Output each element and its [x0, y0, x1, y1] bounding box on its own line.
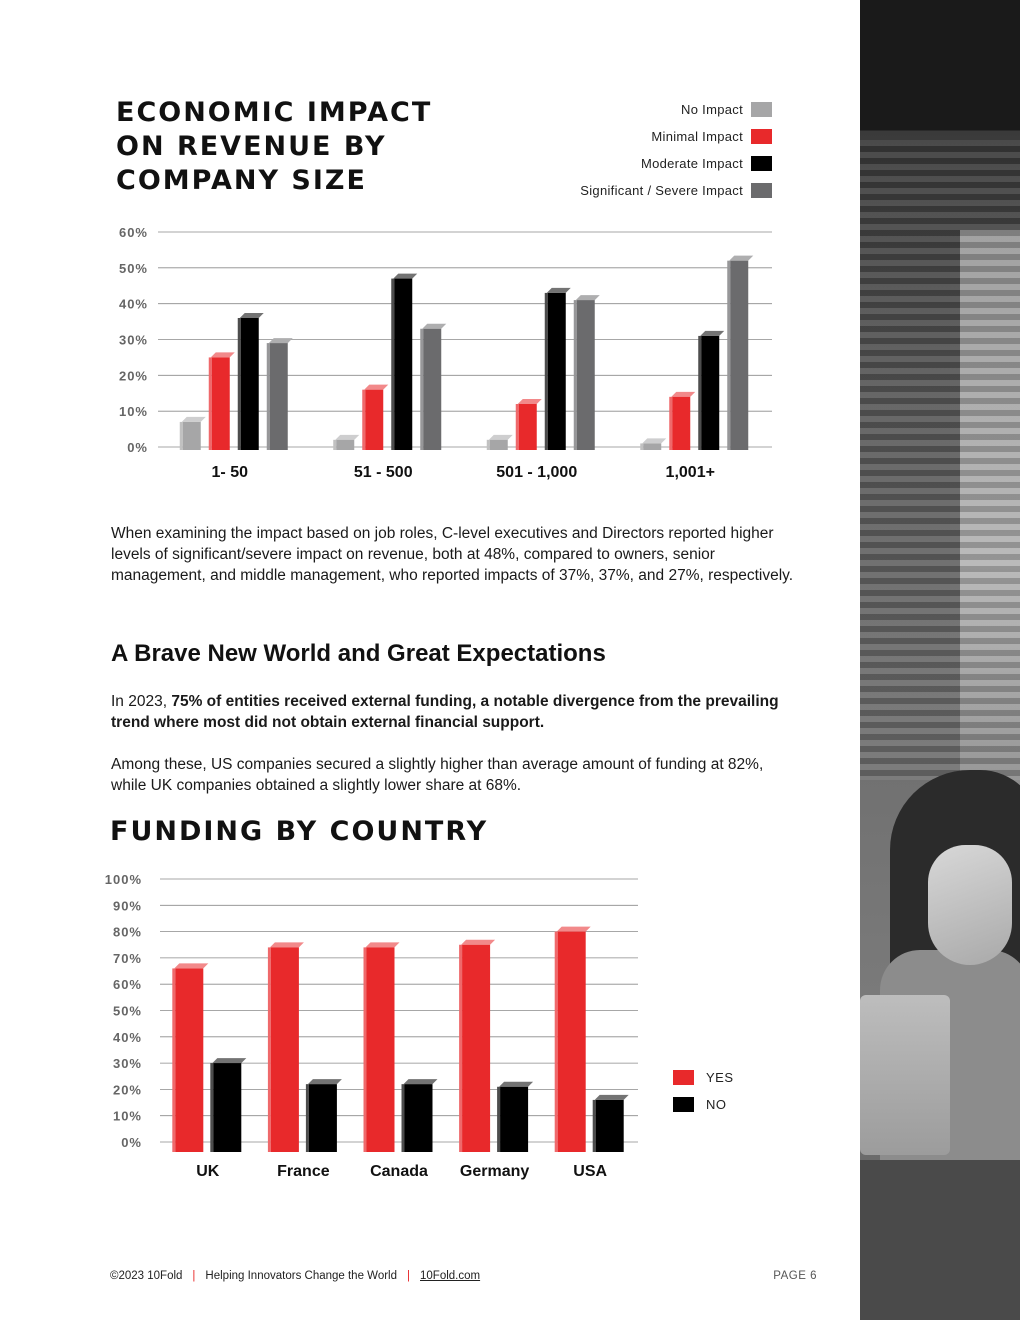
- y-tick-label: 40%: [112, 1029, 142, 1045]
- x-category-label: 51 - 500: [353, 464, 413, 481]
- bar-top-face: [211, 352, 235, 357]
- bar-side-face: [402, 1084, 405, 1152]
- bar: [212, 357, 230, 450]
- bar: [462, 945, 490, 1152]
- y-tick-label: 50%: [118, 260, 148, 276]
- bar-top-face: [269, 338, 293, 343]
- bar-top-face: [422, 324, 446, 329]
- bar-top-face: [364, 385, 388, 390]
- y-tick-label: 50%: [112, 1003, 142, 1019]
- bar-side-face: [459, 945, 462, 1152]
- bar: [367, 947, 395, 1152]
- page-number: PAGE 6: [773, 1270, 817, 1282]
- bar-top-face: [729, 256, 753, 261]
- legend-label: YES: [706, 1070, 734, 1085]
- bar-top-face: [240, 313, 264, 318]
- legend-label: Moderate Impact: [640, 156, 743, 171]
- bar-side-face: [640, 443, 643, 450]
- funding-paragraph-prefix: In 2023,: [111, 693, 172, 710]
- bar-top-face: [461, 940, 495, 945]
- bar: [213, 1063, 241, 1152]
- bar-side-face: [362, 390, 365, 450]
- bar: [365, 390, 383, 450]
- legend-swatch: [751, 102, 772, 117]
- x-category-label: USA: [573, 1163, 608, 1180]
- bar: [519, 404, 537, 450]
- bar: [241, 318, 259, 450]
- bar-side-face: [391, 279, 394, 450]
- legend-swatch: [751, 156, 772, 171]
- bar: [270, 343, 288, 450]
- funding-paragraph-highlight: 75% of entities received external funding, a notable divergence from the prevailing trend where most did not obtain external financial support.: [111, 693, 779, 731]
- bar-side-face: [698, 336, 701, 450]
- x-category-label: Germany: [459, 1163, 530, 1180]
- footer-separator: |: [192, 1270, 196, 1282]
- bar: [548, 293, 566, 450]
- page-footer: [110, 1270, 817, 1282]
- country-funding-paragraph: Among these, US companies secured a slightly higher than average amount of funding at 82%, while UK companies obtained a slightly lower share at 68%.: [111, 756, 764, 794]
- bar-top-face: [557, 927, 591, 932]
- bar-side-face: [516, 404, 519, 450]
- bar-side-face: [497, 1087, 500, 1152]
- bar-top-face: [212, 1058, 246, 1063]
- bar: [730, 261, 748, 450]
- bar: [336, 440, 354, 450]
- bar-side-face: [172, 968, 175, 1152]
- bar-side-face: [268, 947, 271, 1152]
- y-tick-label: 20%: [112, 1082, 142, 1098]
- bar-top-face: [499, 1082, 533, 1087]
- legend-label: No Impact: [681, 102, 743, 117]
- x-category-label: UK: [196, 1163, 220, 1180]
- bar-top-face: [393, 274, 417, 279]
- legend-item-moderate: [580, 150, 772, 177]
- bar: [558, 932, 586, 1152]
- footer-copyright: ©2023 10Fold: [110, 1270, 183, 1282]
- y-tick-label: 0%: [121, 1135, 142, 1150]
- funding-legend: [673, 1064, 734, 1118]
- bar-side-face: [487, 440, 490, 450]
- bar-side-face: [545, 293, 548, 450]
- y-tick-label: 100%: [104, 872, 142, 887]
- legend-label: Minimal Impact: [651, 129, 743, 144]
- y-tick-label: 60%: [118, 225, 148, 240]
- bar-side-face: [574, 300, 577, 450]
- bar-side-face: [555, 932, 558, 1152]
- bar: [701, 336, 719, 450]
- y-tick-label: 80%: [112, 924, 142, 940]
- y-tick-label: 30%: [112, 1056, 142, 1072]
- section-heading: A Brave New World and Great Expectations: [111, 640, 606, 667]
- bar-top-face: [671, 392, 695, 397]
- bar-side-face: [593, 1100, 596, 1152]
- bar: [175, 968, 203, 1152]
- bar-side-face: [210, 1063, 213, 1152]
- bar-top-face: [489, 435, 513, 440]
- y-tick-label: 20%: [118, 368, 148, 384]
- impact-bar-chart: [0, 215, 800, 485]
- bar: [423, 329, 441, 450]
- bar-top-face: [270, 942, 304, 947]
- legend-label: NO: [706, 1097, 727, 1112]
- legend-swatch: [751, 129, 772, 144]
- legend-swatch: [673, 1097, 694, 1112]
- y-tick-label: 30%: [118, 332, 148, 348]
- photo-desk: [860, 1160, 1020, 1320]
- bar-top-face: [182, 417, 206, 422]
- legend-label: Significant / Severe Impact: [580, 183, 743, 198]
- funding-paragraph: [111, 691, 801, 733]
- x-category-label: 1- 50: [211, 464, 248, 481]
- x-category-label: 501 - 1,000: [496, 464, 578, 481]
- legend-item-severe: [580, 177, 772, 204]
- bar: [394, 279, 412, 450]
- y-tick-label: 60%: [112, 977, 142, 993]
- x-category-label: 1,001+: [665, 464, 715, 481]
- y-tick-label: 0%: [127, 440, 148, 455]
- bar-side-face: [180, 422, 183, 450]
- bar: [596, 1100, 624, 1152]
- impact-legend: [580, 96, 772, 204]
- y-tick-label: 90%: [112, 898, 142, 914]
- impact-chart-title: ECONOMIC IMPACT ON REVENUE BY COMPANY SIZE: [116, 97, 433, 196]
- funding-bar-chart: [0, 860, 700, 1190]
- office-photo: [860, 0, 1020, 1320]
- photo-person-face: [928, 845, 1012, 965]
- legend-item-yes: [673, 1064, 734, 1091]
- legend-item-minimal: [580, 123, 772, 150]
- photo-blinds: [860, 140, 1020, 780]
- bar-top-face: [366, 942, 400, 947]
- bar-top-face: [642, 438, 666, 443]
- legend-swatch: [673, 1070, 694, 1085]
- bar: [183, 422, 201, 450]
- bar-side-face: [420, 329, 423, 450]
- bar-side-face: [209, 357, 212, 450]
- bar-side-face: [306, 1084, 309, 1152]
- legend-swatch: [751, 183, 772, 198]
- bar-side-face: [669, 397, 672, 450]
- legend-item-no: [673, 1091, 734, 1118]
- bar: [577, 300, 595, 450]
- y-tick-label: 10%: [112, 1108, 142, 1124]
- bar-top-face: [308, 1079, 342, 1084]
- bar-top-face: [404, 1079, 438, 1084]
- bar-side-face: [267, 343, 270, 450]
- y-tick-label: 40%: [118, 296, 148, 312]
- bar: [672, 397, 690, 450]
- bar-top-face: [547, 288, 571, 293]
- bar: [309, 1084, 337, 1152]
- footer-site-link[interactable]: 10Fold.com: [420, 1270, 481, 1282]
- bar-top-face: [335, 435, 359, 440]
- bar-side-face: [333, 440, 336, 450]
- bar: [405, 1084, 433, 1152]
- bar-top-face: [595, 1095, 629, 1100]
- job-roles-paragraph: When examining the impact based on job roles, C-level executives and Directors reported higher levels of significant/severe impact on revenue, both at 48%, compared to owners, senior management, and middle management, who reported impacts of 37%, 37%, and 27%, respectively.: [111, 525, 794, 584]
- bar: [500, 1087, 528, 1152]
- bar-top-face: [174, 963, 208, 968]
- bar-side-face: [238, 318, 241, 450]
- x-category-label: France: [277, 1163, 330, 1180]
- bar: [271, 947, 299, 1152]
- funding-chart-title: FUNDING BY COUNTRY: [110, 816, 489, 847]
- bar: [643, 443, 661, 450]
- bar-top-face: [518, 399, 542, 404]
- footer-separator: |: [407, 1270, 410, 1282]
- y-tick-label: 70%: [112, 950, 142, 966]
- bar-top-face: [700, 331, 724, 336]
- y-tick-label: 10%: [118, 404, 148, 420]
- x-category-label: Canada: [370, 1163, 428, 1180]
- legend-item-no-impact: [580, 96, 772, 123]
- footer-tagline: Helping Innovators Change the World: [205, 1270, 397, 1282]
- photo-laptop: [860, 995, 950, 1155]
- bar-side-face: [727, 261, 730, 450]
- bar-side-face: [364, 947, 367, 1152]
- bar-top-face: [576, 295, 600, 300]
- bar: [490, 440, 508, 450]
